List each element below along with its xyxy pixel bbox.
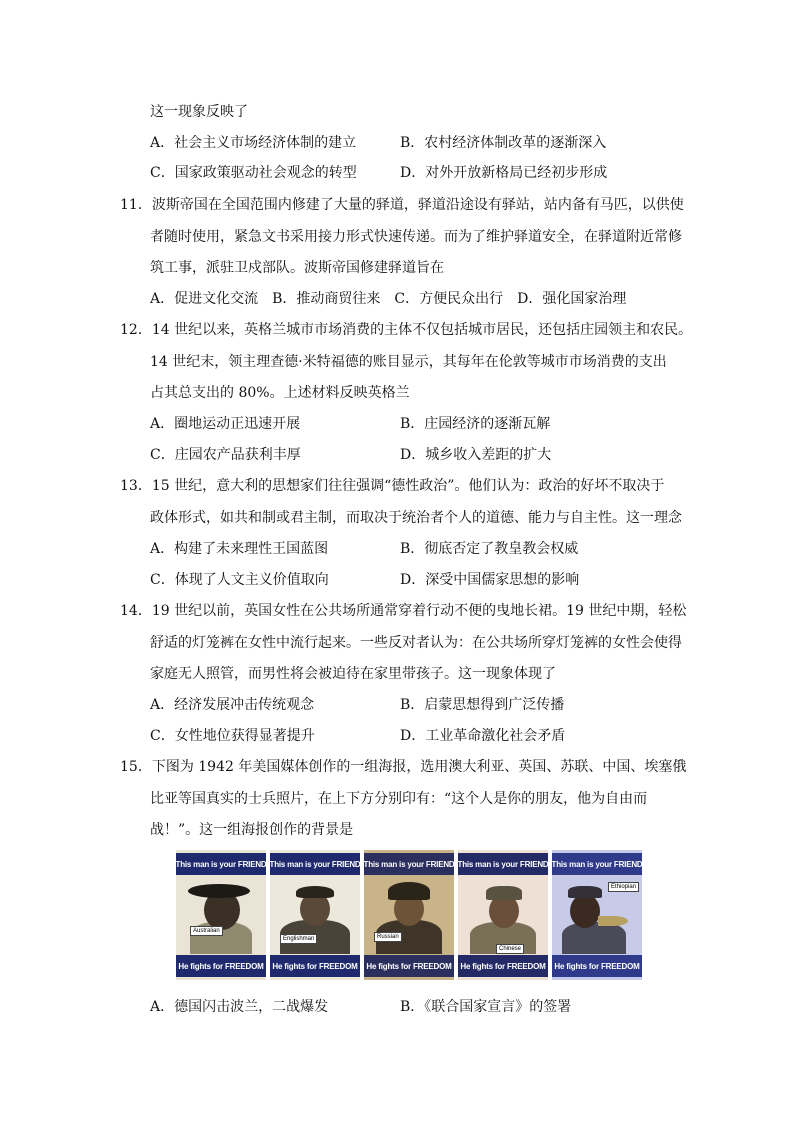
nationality-tag: Ethiopian <box>608 882 639 892</box>
q14-stem-line2: 舒适的灯笼裤在女性中流行起来。一些反对者认为：在公共场所穿灯笼裤的女性会使得 <box>150 635 682 651</box>
poster-top-banner: This man is your FRIEND <box>364 853 454 875</box>
q12-stem-line2: 14 世纪末，领主理查德·米特福德的账目显示，其每年在伦敦等城市市场消费的支出 <box>150 354 667 370</box>
soldier-photo <box>182 876 260 954</box>
q13-option-b: B．彻底否定了教皇教会权威 <box>400 541 579 557</box>
q14-option-c: C．女性地位获得显著提升 <box>150 728 315 744</box>
q10-option-a: A．社会主义市场经济体制的建立 <box>150 135 357 151</box>
q13-stem-line2: 政体形式，如共和制或君主制，而取决于统治者个人的道德、能力与自主性。这一理念 <box>150 510 682 526</box>
q11-options: A．促进文化交流 B．推动商贸往来 C．方便民众出行 D．强化国家治理 <box>150 291 627 307</box>
poster-bottom-banner: He fights for FREEDOM <box>176 955 266 977</box>
soldier-photo <box>370 876 448 954</box>
poster-row <box>176 850 642 980</box>
q10-option-d: D．对外开放新格局已经初步形成 <box>400 165 608 181</box>
q12-stem-line1: 12．14 世纪以来，英格兰城市市场消费的主体不仅包括城市居民，还包括庄园领主和农民。 <box>120 322 693 338</box>
poster-ethiopian <box>552 850 642 980</box>
poster-russian <box>364 850 454 980</box>
q12-stem-line3: 占其总支出的 80%。上述材料反映英格兰 <box>150 385 410 401</box>
q14-stem-line3: 家庭无人照管，而男性将会被迫待在家里带孩子。这一现象体现了 <box>150 666 556 682</box>
poster-chinese <box>458 850 548 980</box>
q10-option-b: B．农村经济体制改革的逐渐深入 <box>400 135 607 151</box>
q14-option-d: D．工业革命激化社会矛盾 <box>400 728 566 744</box>
poster-australian <box>176 850 266 980</box>
q15-option-b: B．《联合国家宣言》的签署 <box>400 999 572 1015</box>
nationality-tag: Russian <box>374 932 402 942</box>
q12-option-d: D．城乡收入差距的扩大 <box>400 447 552 463</box>
soldier-photo <box>464 876 542 954</box>
q14-stem-line1: 14．19 世纪以前，英国女性在公共场所通常穿着行动不便的曳地长裙。19 世纪中期，轻松 <box>120 603 687 619</box>
q11-stem-line2: 者随时使用，紧急文书采用接力形式快速传递。而为了维护驿道安全，在驿道附近常修 <box>150 229 682 245</box>
nationality-tag: Australian <box>190 926 223 936</box>
q10-stem-end: 这一现象反映了 <box>150 104 248 120</box>
poster-bottom-banner: He fights for FREEDOM <box>458 955 548 977</box>
q14-option-b: B．启蒙思想得到广泛传播 <box>400 697 565 713</box>
q15-stem-line2: 比亚等国真实的士兵照片，在上下方分别印有：“这个人是你的朋友，他为自由而 <box>150 791 648 807</box>
bugle-icon <box>598 916 628 926</box>
q15-stem-line1: 15．下图为 1942 年美国媒体创作的一组海报，选用澳大利亚、英国、苏联、中国、埃塞俄 <box>120 759 687 775</box>
q15-stem-line3: 战！”。这一组海报创作的背景是 <box>150 822 354 838</box>
q11-stem-line1: 11．波斯帝国在全国范围内修建了大量的驿道，驿道沿途设有驿站，站内备有马匹，以供使 <box>120 197 684 213</box>
poster-top-banner: This man is your FRIEND <box>176 853 266 875</box>
soldier-photo <box>276 876 354 954</box>
poster-bottom-banner: He fights for FREEDOM <box>364 955 454 977</box>
q13-stem-line1: 13．15 世纪，意大利的思想家们往往强调“德性政治”。他们认为：政治的好坏不取决于 <box>120 478 665 494</box>
q13-option-c: C．体现了人文主义价值取向 <box>150 572 329 588</box>
poster-bottom-banner: He fights for FREEDOM <box>552 955 642 977</box>
nationality-tag: Englishman <box>280 934 317 944</box>
poster-top-banner: This man is your FRIEND <box>552 853 642 875</box>
nationality-tag: Chinese <box>496 944 524 954</box>
q14-option-a: A．经济发展冲击传统观念 <box>150 697 315 713</box>
q10-option-c: C．国家政策驱动社会观念的转型 <box>150 165 357 181</box>
q11-stem-line3: 筑工事，派驻卫戍部队。波斯帝国修建驿道旨在 <box>150 260 444 276</box>
q15-option-a: A．德国闪击波兰，二战爆发 <box>150 999 329 1015</box>
q13-option-d: D．深受中国儒家思想的影响 <box>400 572 580 588</box>
q12-option-c: C．庄园农产品获利丰厚 <box>150 447 301 463</box>
q13-option-a: A．构建了未来理性王国蓝图 <box>150 541 329 557</box>
poster-top-banner: This man is your FRIEND <box>458 853 548 875</box>
poster-englishman <box>270 850 360 980</box>
q12-option-a: A．圈地运动正迅速开展 <box>150 416 301 432</box>
q12-option-b: B．庄园经济的逐渐瓦解 <box>400 416 551 432</box>
poster-top-banner: This man is your FRIEND <box>270 853 360 875</box>
soldier-photo <box>558 876 636 954</box>
poster-bottom-banner: He fights for FREEDOM <box>270 955 360 977</box>
